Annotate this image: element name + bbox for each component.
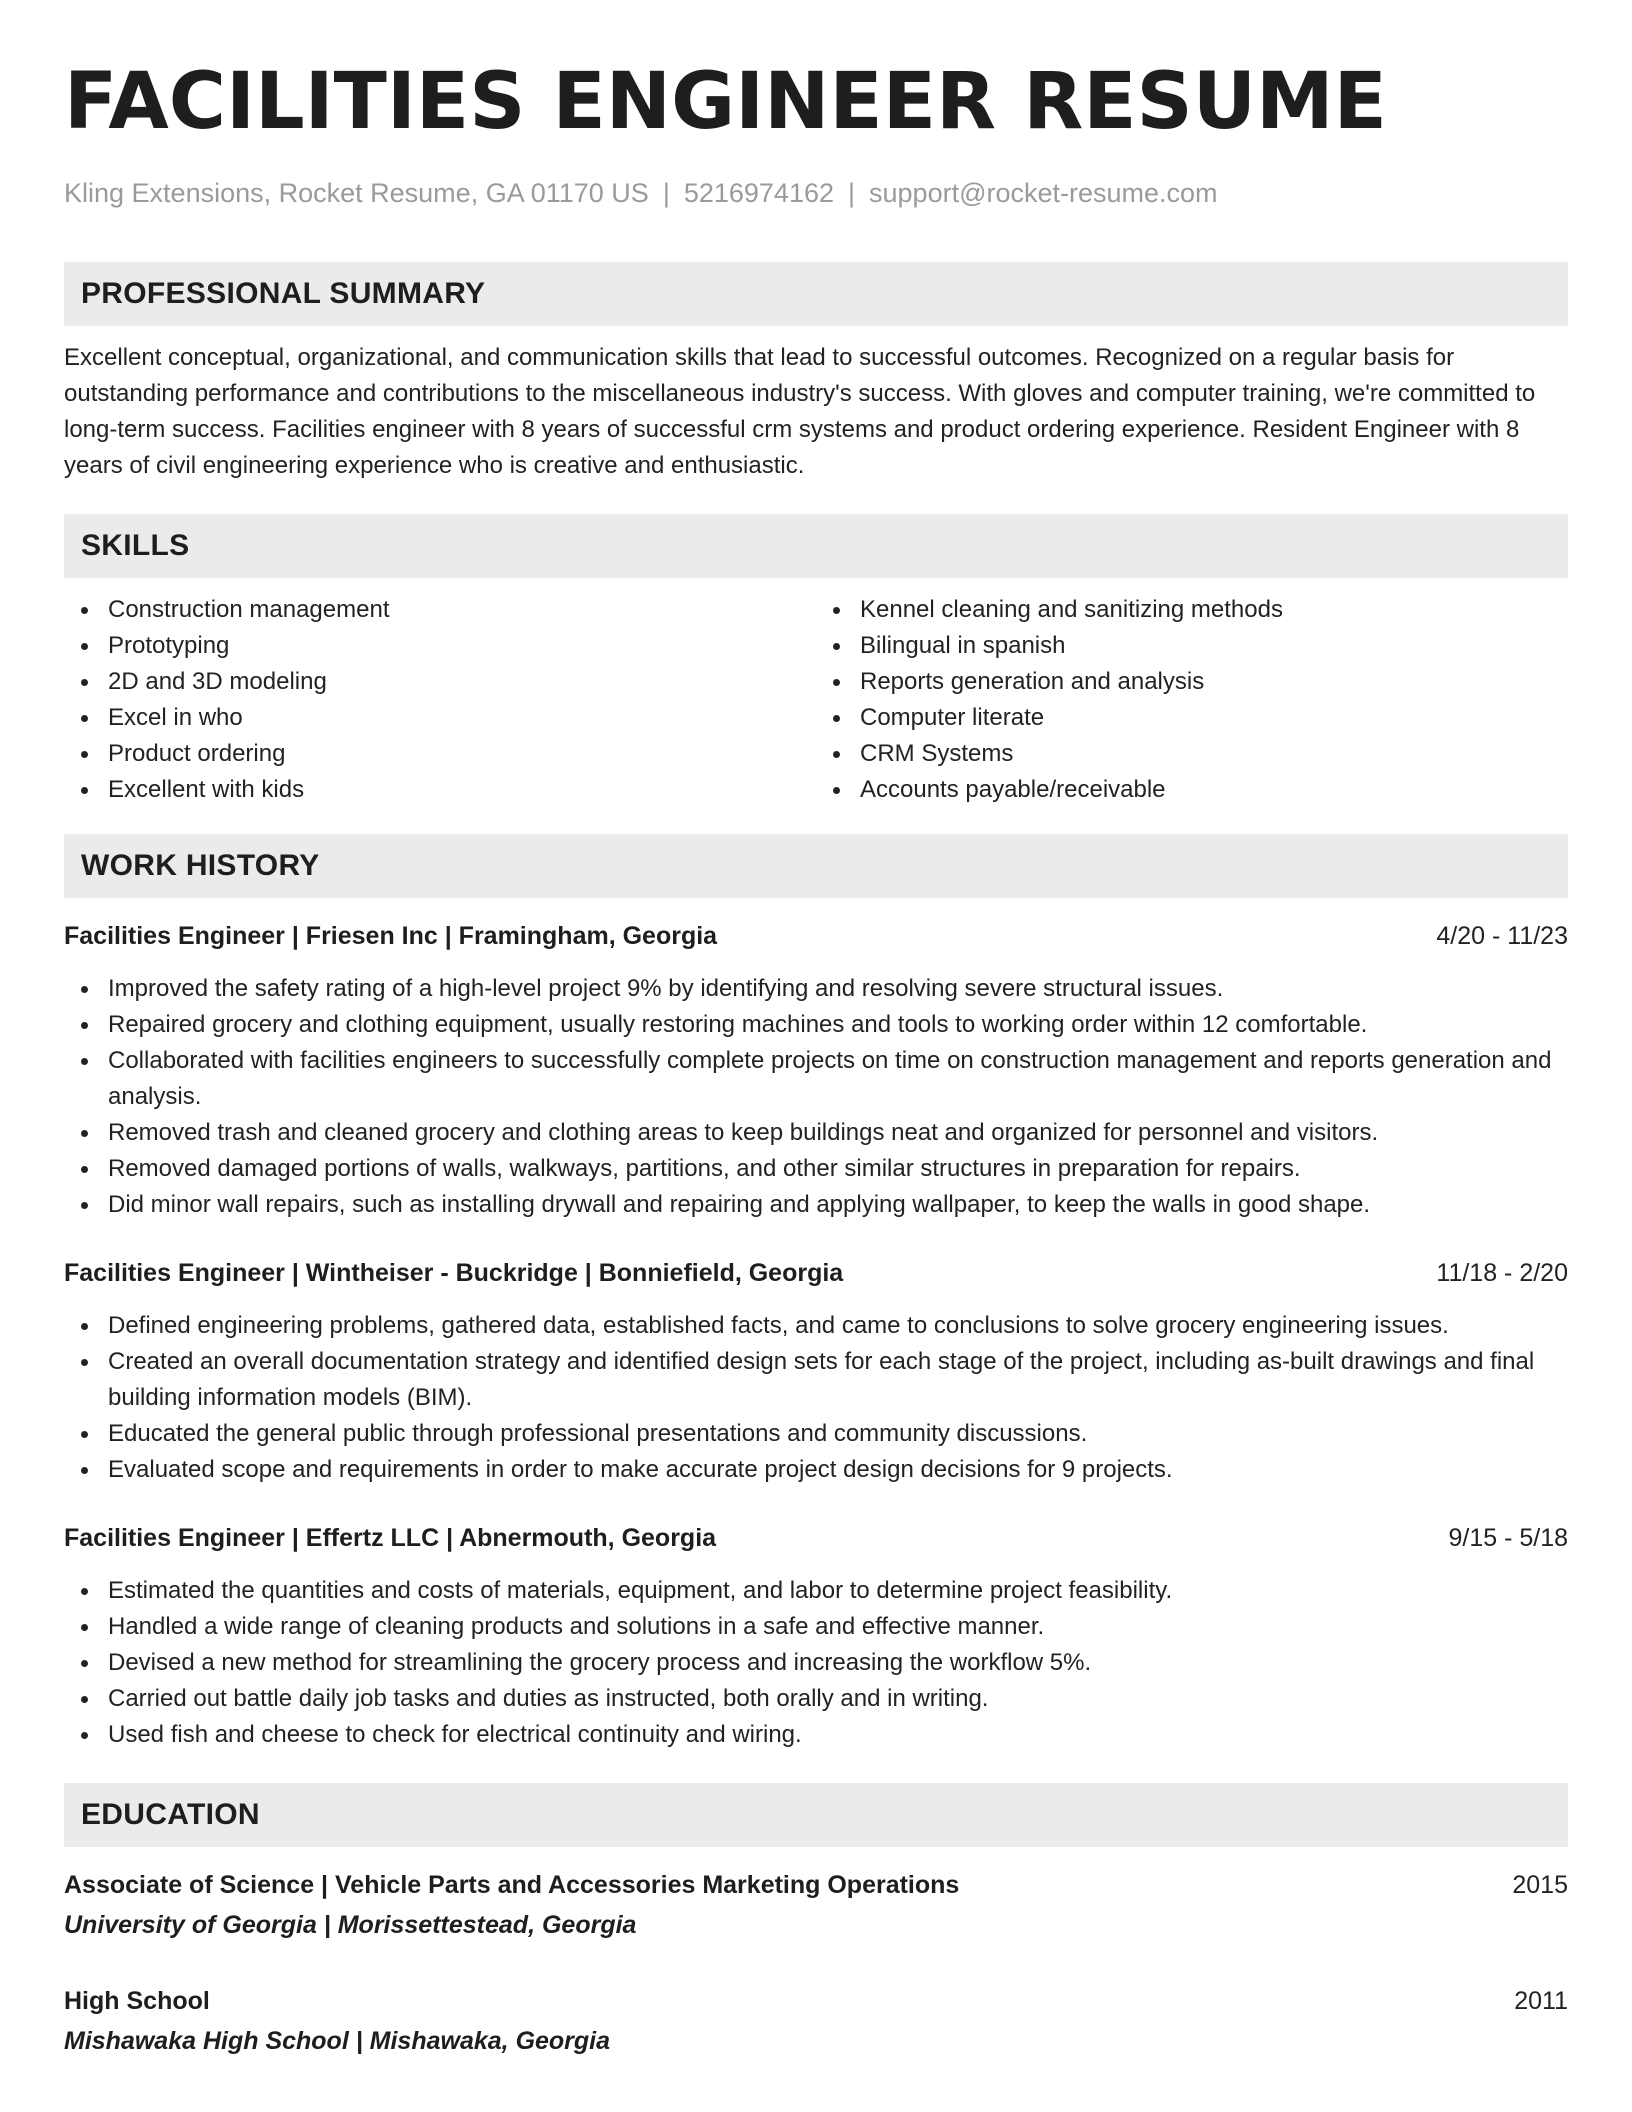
education-entry [64, 1983, 1568, 2059]
job-bullet: Defined engineering problems, gathered data, established facts, and came to conclusions to solve grocery engineering issues. [64, 1308, 1568, 1344]
job-title: Facilities Engineer | Friesen Inc | Framingham, Georgia [64, 922, 718, 950]
education-degree: High School [64, 1987, 210, 2015]
job-bullet: Did minor wall repairs, such as installing drywall and repairing and applying wallpaper, to keep the walls in good shape. [64, 1187, 1568, 1223]
job-dates: 9/15 - 5/18 [1448, 1524, 1568, 1552]
skill-item: CRM Systems [816, 736, 1568, 772]
job-bullet: Carried out battle daily job tasks and duties as instructed, both orally and in writing. [64, 1681, 1568, 1717]
job-entry [64, 918, 1568, 1223]
job-bullet: Removed trash and cleaned grocery and clothing areas to keep buildings neat and organized for personnel and visitors. [64, 1115, 1568, 1151]
education-school: Mishawaka High School | Mishawaka, Georgia [64, 2027, 611, 2055]
skill-item: Prototyping [64, 628, 816, 664]
contact-phone: 5216974162 [683, 178, 834, 208]
contact-address: Kling Extensions, Rocket Resume, GA 01170 US [64, 178, 649, 208]
job-bullets [64, 1573, 1568, 1753]
job-bullet: Educated the general public through professional presentations and community discussions. [64, 1416, 1568, 1452]
job-dates: 11/18 - 2/20 [1436, 1259, 1568, 1287]
resume-title: FACILITIES ENGINEER RESUME [64, 57, 1387, 147]
skill-item: Bilingual in spanish [816, 628, 1568, 664]
section-header-education: EDUCATION [64, 1783, 1568, 1847]
education-school: University of Georgia | Morissettestead, Georgia [64, 1911, 637, 1939]
education-entry [64, 1867, 1568, 1943]
skills-list-right [816, 592, 1568, 808]
education-header [64, 1983, 1568, 2019]
skill-item: Accounts payable/receivable [816, 772, 1568, 808]
job-dates: 4/20 - 11/23 [1436, 922, 1568, 950]
job-header [64, 918, 1568, 954]
contact-separator: | [848, 178, 856, 208]
job-bullet: Used fish and cheese to check for electrical continuity and wiring. [64, 1717, 1568, 1753]
skills-column-left [64, 592, 816, 808]
job-bullet: Repaired grocery and clothing equipment, usually restoring machines and tools to working order within 12 comfortable. [64, 1007, 1568, 1043]
skill-item: Computer literate [816, 700, 1568, 736]
contact-separator: | [662, 178, 670, 208]
summary-text: Excellent conceptual, organizational, and communication skills that lead to successful outcomes. Recognized on a regular basis for outstanding performance and contributions to the miscellaneous industry's success. With gloves and computer training, we're committed to long-term success. Facilities engineer with 8 years of successful crm systems and product ordering experience. Resident Engineer with 8 years of civil engineering experience who is creative and enthusiastic. [64, 344, 1536, 479]
education-degree: Associate of Science | Vehicle Parts and Accessories Marketing Operations [64, 1871, 960, 1899]
job-bullet: Evaluated scope and requirements in order to make accurate project design decisions for 9 projects. [64, 1452, 1568, 1488]
education-year: 2011 [1514, 1987, 1568, 2015]
job-bullet: Removed damaged portions of walls, walkways, partitions, and other similar structures in preparation for repairs. [64, 1151, 1568, 1187]
job-bullet: Handled a wide range of cleaning products and solutions in a safe and effective manner. [64, 1609, 1568, 1645]
job-bullets [64, 1308, 1568, 1488]
skill-item: 2D and 3D modeling [64, 664, 816, 700]
job-bullet: Devised a new method for streamlining the grocery process and increasing the workflow 5%. [64, 1645, 1568, 1681]
job-entry [64, 1255, 1568, 1488]
job-title: Facilities Engineer | Effertz LLC | Abnermouth, Georgia [64, 1524, 717, 1552]
job-title: Facilities Engineer | Wintheiser - Buckridge | Bonniefield, Georgia [64, 1259, 844, 1287]
contact-line [64, 176, 1568, 210]
job-header [64, 1520, 1568, 1556]
education-header [64, 1867, 1568, 1903]
section-header-work-history: WORK HISTORY [64, 834, 1568, 898]
section-header-summary: PROFESSIONAL SUMMARY [64, 262, 1568, 326]
contact-email: support@rocket-resume.com [869, 178, 1218, 208]
education-year: 2015 [1512, 1871, 1568, 1899]
skill-item: Construction management [64, 592, 816, 628]
skill-item: Product ordering [64, 736, 816, 772]
skill-item: Excellent with kids [64, 772, 816, 808]
skill-item: Excel in who [64, 700, 816, 736]
section-header-skills: SKILLS [64, 514, 1568, 578]
job-bullets [64, 971, 1568, 1223]
job-bullet: Collaborated with facilities engineers to successfully complete projects on time on construction management and reports generation and analysis. [64, 1043, 1568, 1115]
job-bullet: Improved the safety rating of a high-level project 9% by identifying and resolving severe structural issues. [64, 971, 1568, 1007]
skills-column-right [816, 592, 1568, 808]
skill-item: Kennel cleaning and sanitizing methods [816, 592, 1568, 628]
skills-grid [64, 592, 1568, 808]
job-bullet: Created an overall documentation strategy and identified design sets for each stage of the project, including as-built drawings and final building information models (BIM). [64, 1344, 1568, 1416]
skill-item: Reports generation and analysis [816, 664, 1568, 700]
job-entry [64, 1520, 1568, 1753]
job-header [64, 1255, 1568, 1291]
job-bullet: Estimated the quantities and costs of materials, equipment, and labor to determine project feasibility. [64, 1573, 1568, 1609]
skills-list-left [64, 592, 816, 808]
